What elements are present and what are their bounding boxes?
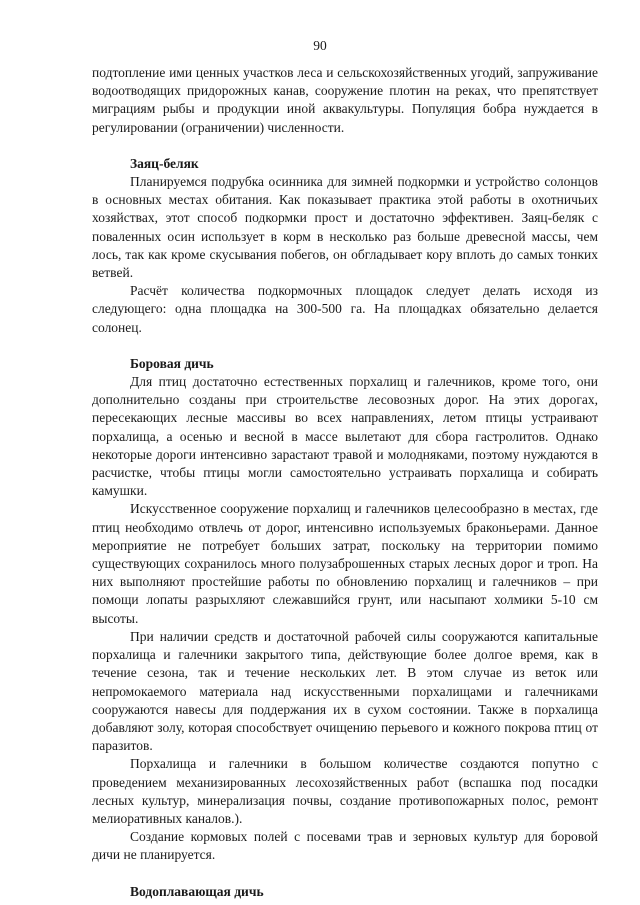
section-gap [92,137,598,155]
hare-paragraph: Расчёт количества подкормочных площадок следует делать исходя из следующего: одна площадка на 300-500 га. На площадках обязательно делается солонец. [92,283,598,335]
page-content [92,64,598,901]
upland-game-paragraph: Порхалища и галечники в большом количестве создаются попутно с проведением механизированных лесохозяйственных работ (вспашка под посадки лесных культур, минерализация почвы, создание противопожарных полос, ремонт мелиоративных каналов.). [92,756,598,826]
intro-paragraph: подтопление ими ценных участков леса и сельскохозяйственных угодий, запруживание водоотводящих придорожных канав, сооружение плотин на реках, что препятствует миграциям рыбы и продукции иной аквакультуры. Популяция бобра нуждается в регулировании (ограничении) численности. [92,65,598,135]
page-number: 90 [313,38,327,53]
upland-game-paragraph: Для птиц достаточно естественных порхалищ и галечников, кроме того, они дополнительно созданы при строительстве лесовозных дорог. На этих дорогах, пересекающих лесные массивы во всех направлениях, летом птицы устраивают порхалища, а осенью и весной в массе вылетают для сбора гастролитов. Однако некоторые дороги интенсивно зарастают травой и молодняками, поэтому нуждаются в расчистке, чтобы птицы могли самостоятельно устраивать порхалища и собирать камушки. [92,374,598,499]
upland-game-paragraph: Искусственное сооружение порхалищ и галечников целесообразно в местах, где птиц необходимо отвлечь от дорог, интенсивно используемых браконьерами. Данное мероприятие не потребует больших затрат, поскольку на территории помимо существующих сохранилось много полузаброшенных старых лесных дорог и троп. На них выполняют простейшие работы по обновлению порхалищ и галечников – при помощи лопаты разрыхляют слежавшийся грунт, или насыпают холмики 5-10 см высоты. [92,501,598,626]
section-heading-upland-game: Боровая дичь [130,355,214,371]
upland-game-paragraph: Создание кормовых полей с посевами трав и зерновых культур для боровой дичи не планируется. [92,829,598,863]
section-heading-waterfowl: Водоплавающая дичь [130,883,264,899]
upland-game-paragraph: При наличии средств и достаточной рабочей силы сооружаются капитальные порхалища и галечники закрытого типа, действующие более долгое время, как в течение сезона, так и течение нескольких лет. В этом случае из веток или непромокаемого материала над искусственными порхалищами и галечниками сооружаются навесы для поддержания их в сухом состоянии. Также в порхалища добавляют золу, которая способствует очищению перьевого и кожного покрова птиц от паразитов. [92,628,598,754]
hare-paragraph: Планируемся подрубка осинника для зимней подкормки и устройство солонцов в основных местах обитания. Как показывает практика этой работы в охотничьих хозяйствах, этот способ подкормки прост и достаточно эффективен. Заяц-беляк с поваленных осин использует в корм в несколько раз больше древесной массы, чем лось, так как кроме скусывания побегов, он обгладывает кору вплоть до самых тонких ветвей. [92,174,598,281]
section-gap [92,865,598,883]
section-heading-hare: Заяц-беляк [130,155,199,171]
section-gap [92,337,598,355]
